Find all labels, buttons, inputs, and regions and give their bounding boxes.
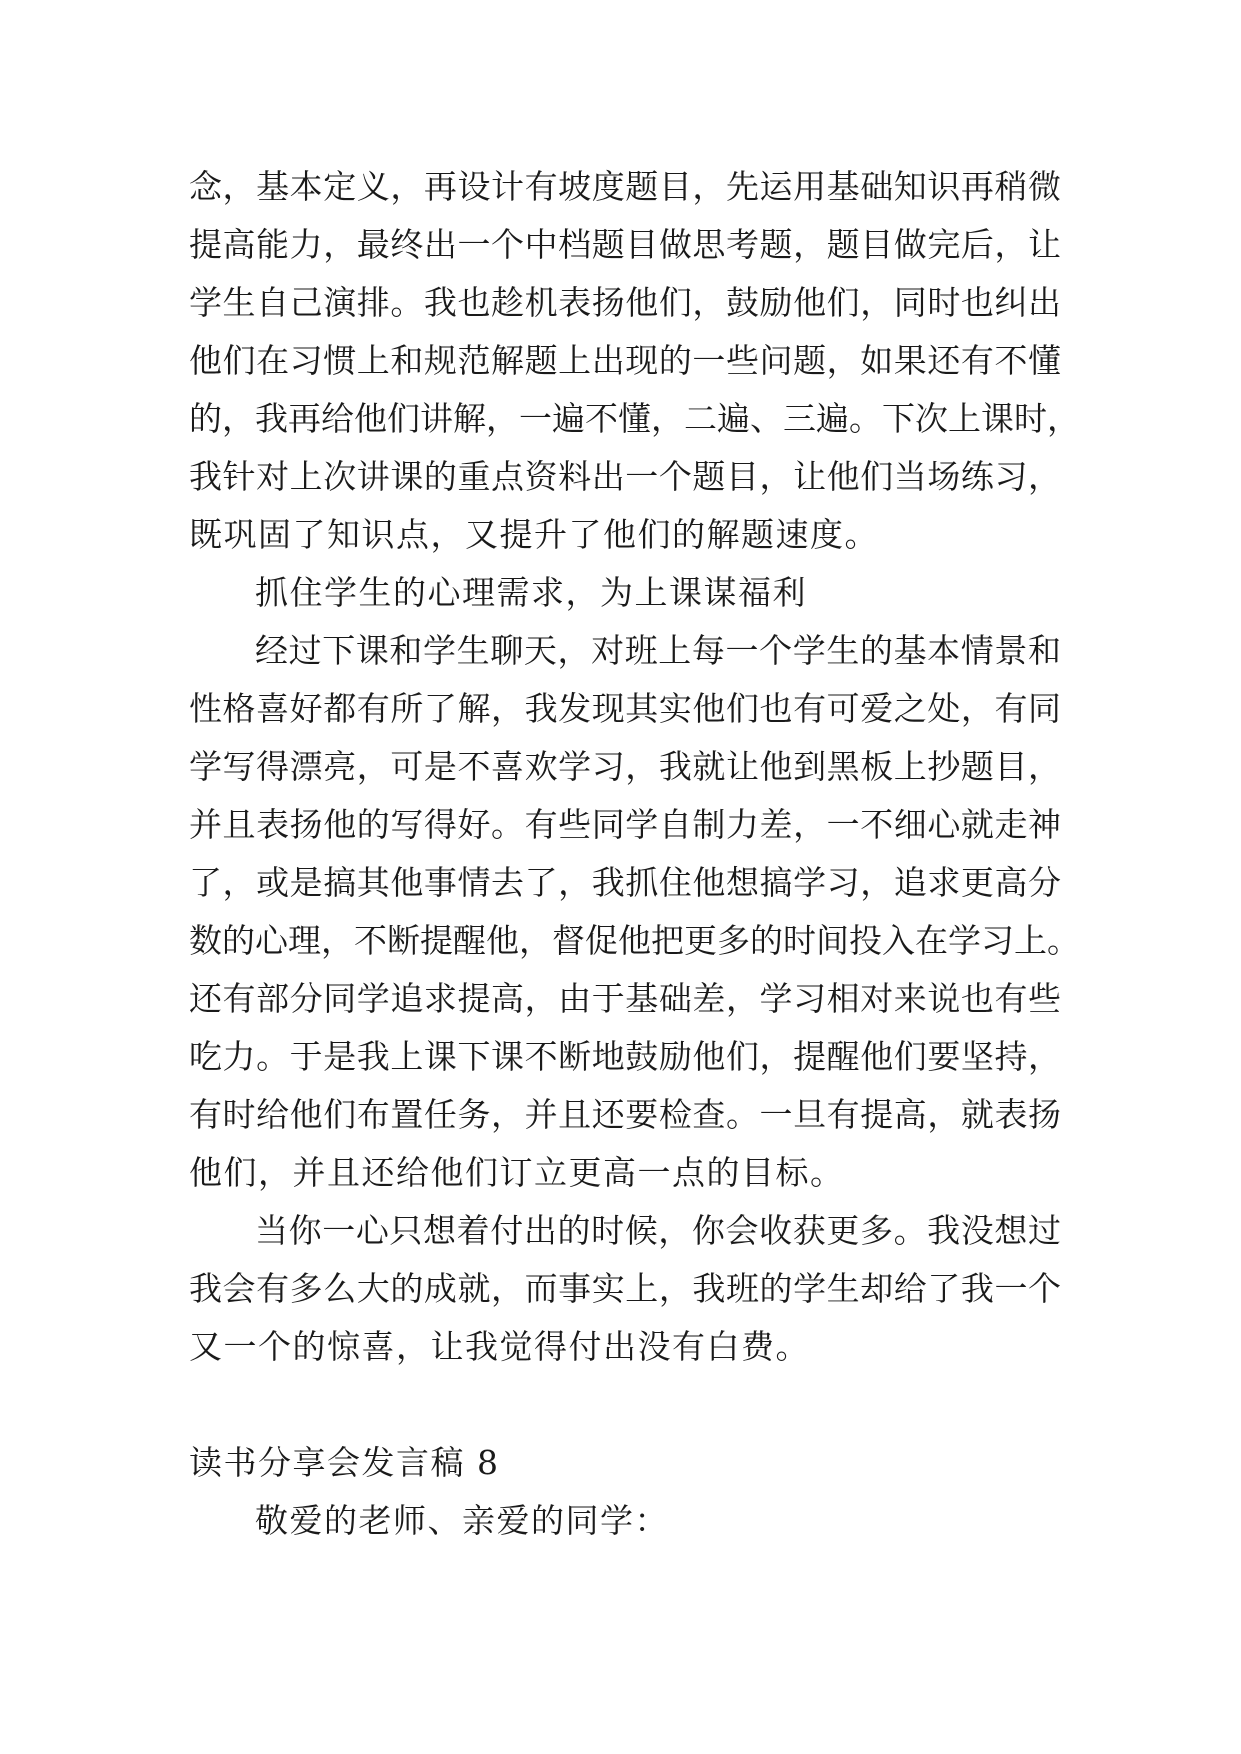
paragraph-line: 既巩固了知识点，又提升了他们的解题速度。 xyxy=(189,515,879,554)
paragraph-line: 又一个的惊喜，让我觉得付出没有白费。 xyxy=(189,1327,810,1366)
paragraph-line: 学写得漂亮，可是不喜欢学习，我就让他到黑板上抄题目， xyxy=(189,747,1061,786)
paragraph-line: 经过下课和学生聊天，对班上每一个学生的基本情景和 xyxy=(255,631,1061,670)
paragraph-line: 数的心理，不断提醒他，督促他把更多的时间投入在学习上。 xyxy=(189,921,1080,960)
document-body xyxy=(189,158,1080,1550)
section-spacer xyxy=(189,1376,1061,1434)
paragraph-line: 的，我再给他们讲解，一遍不懂，二遍、三遍。下次上课时， xyxy=(189,399,1080,438)
section-title: 读书分享会发言稿 8 xyxy=(189,1443,500,1482)
paragraph-line: 我针对上次讲课的重点资料出一个题目，让他们当场练习， xyxy=(189,457,1061,496)
paragraph-line: 了，或是搞其他事情去了，我抓住他想搞学习，追求更高分 xyxy=(189,863,1061,902)
paragraph-line: 他们，并且还给他们订立更高一点的目标。 xyxy=(189,1153,845,1192)
paragraph-line: 他们在习惯上和规范解题上出现的一些问题，如果还有不懂 xyxy=(189,341,1061,380)
paragraph-line: 性格喜好都有所了解，我发现其实他们也有可爱之处，有同 xyxy=(189,689,1061,728)
paragraph-line: 当你一心只想着付出的时候，你会收获更多。我没想过 xyxy=(255,1211,1061,1250)
subheading: 抓住学生的心理需求，为上课谋福利 xyxy=(255,573,807,612)
paragraph-line: 学生自己演排。我也趁机表扬他们，鼓励他们，同时也纠出 xyxy=(189,283,1061,322)
paragraph-line: 念，基本定义，再设计有坡度题目，先运用基础知识再稍微 xyxy=(189,167,1061,206)
paragraph-line: 吃力。于是我上课下课不断地鼓励他们，提醒他们要坚持， xyxy=(189,1037,1061,1076)
salutation: 敬爱的老师、亲爱的同学： xyxy=(255,1501,669,1540)
paragraph-line: 还有部分同学追求提高，由于基础差，学习相对来说也有些 xyxy=(189,979,1061,1018)
paragraph-line: 有时给他们布置任务，并且还要检查。一旦有提高，就表扬 xyxy=(189,1095,1061,1134)
paragraph-line: 并且表扬他的写得好。有些同学自制力差，一不细心就走神 xyxy=(189,805,1061,844)
paragraph-line: 我会有多么大的成就，而事实上，我班的学生却给了我一个 xyxy=(189,1269,1061,1308)
paragraph-line: 提高能力，最终出一个中档题目做思考题，题目做完后，让 xyxy=(189,225,1061,264)
